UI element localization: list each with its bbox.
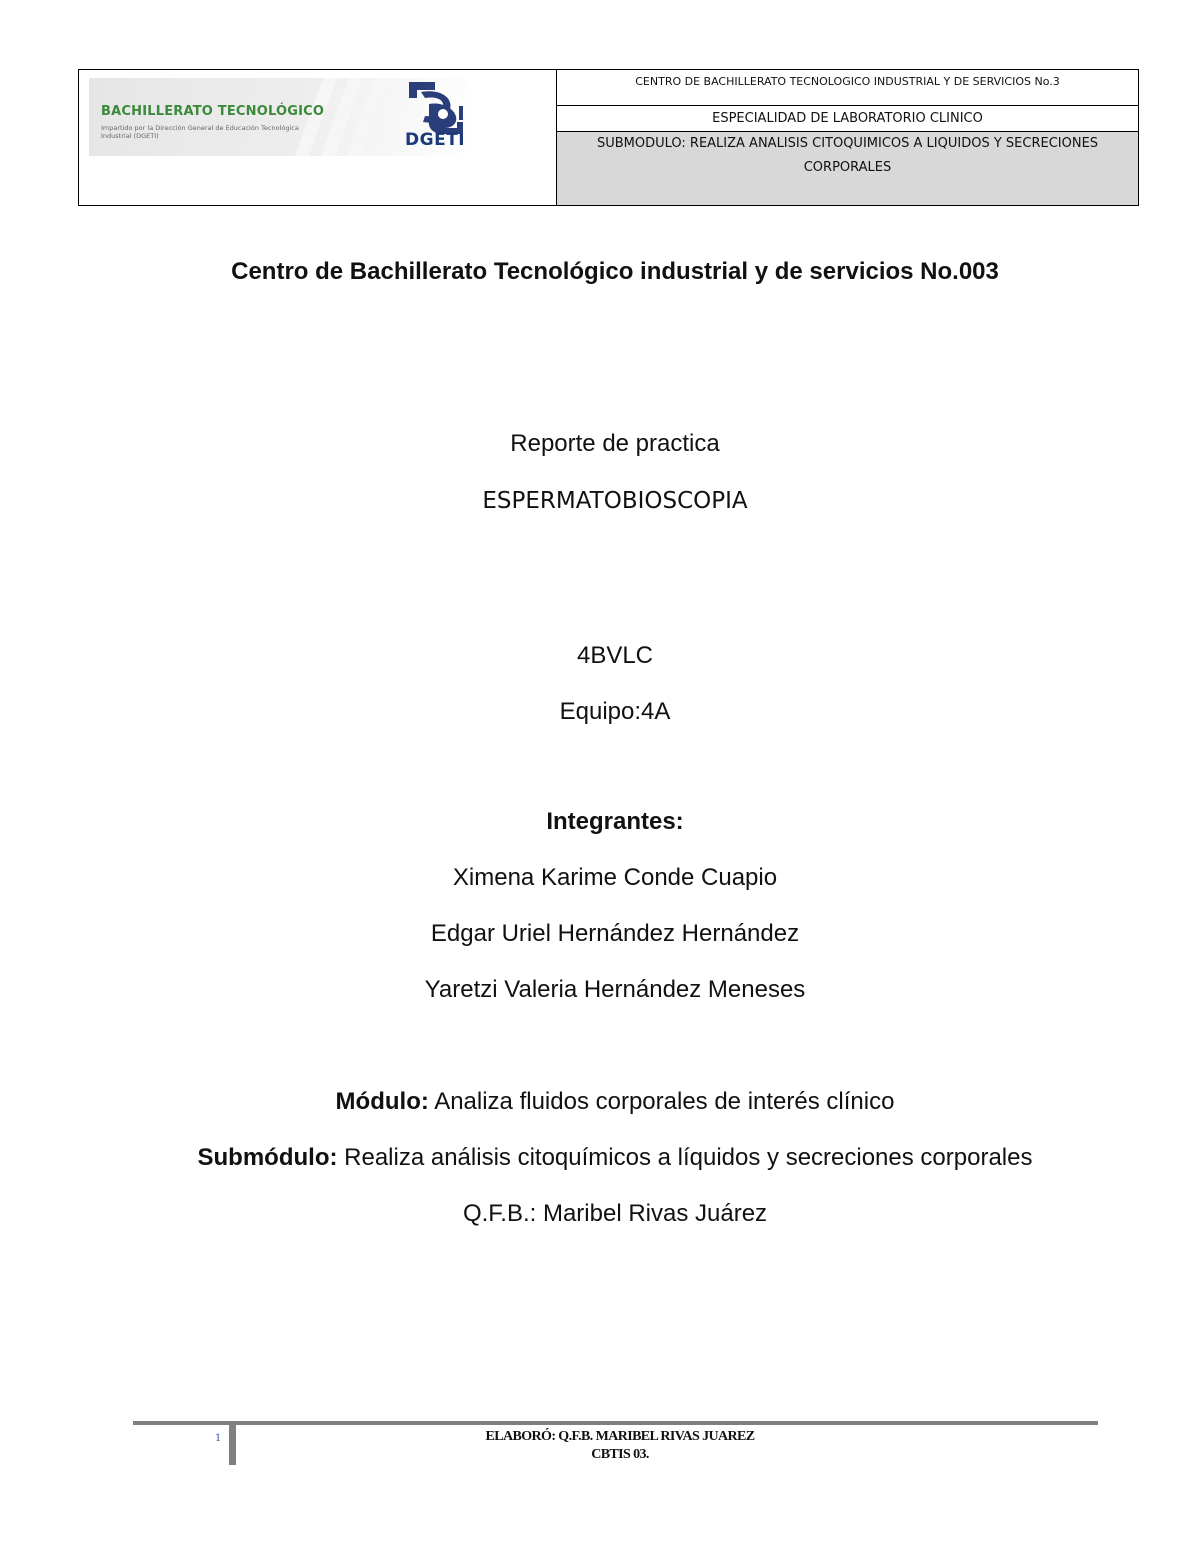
report-label: Reporte de practica [510,430,720,457]
submodule-line [15,1144,1200,1172]
submodule-value: Realiza análisis citoquímicos a líquidos y secreciones corporales [337,1144,1033,1171]
submodule-banner: SUBMODULO: REALIZA ANALISIS CITOQUIMICOS A LIQUIDOS Y SECRECIONES CORPORALES [557,132,1138,205]
school-title: Centro de Bachillerato Tecnológico industrial y de servicios No.003 [231,258,999,285]
submodule-label: Submódulo: [197,1144,338,1171]
author-line: ELABORÓ: Q.F.B. MARIBEL RIVAS JUAREZ [485,1429,755,1444]
brand-subtitle: Impartido por la Dirección General de Educación Tecnológica Industrial (DGETI) [101,124,299,140]
group-code: 4BVLC [576,642,654,669]
institution-name: CENTRO DE BACHILLERATO TECNOLOGICO INDUSTRIAL Y DE SERVICIOS No.3 [557,70,1138,106]
footer-divider [229,1425,236,1465]
member-name: Edgar Uriel Hernández Hernández [430,920,800,947]
members-heading: Integrantes: [546,808,684,835]
module-value: Analiza fluidos corporales de interés clínico [428,1088,895,1115]
member-name: Ximena Karime Conde Cuapio [452,864,778,891]
module-line [15,1088,1200,1116]
teacher-line: Q.F.B.: Maribel Rivas Juárez [462,1200,768,1227]
document-header [78,69,1139,206]
specialty-name: ESPECIALIDAD DE LABORATORIO CLINICO [557,106,1138,132]
practice-name: ESPERMATOBIOSCOPIA [482,488,748,514]
brand-title: BACHILLERATO TECNOLÓGICO [101,104,325,119]
footer-author [420,1428,820,1464]
footer-rule [133,1421,1098,1425]
member-name: Yaretzi Valeria Hernández Meneses [424,976,806,1003]
author-school: CBTIS 03. [591,1447,649,1462]
header-info-cell [557,70,1138,205]
page-number: 1 [215,1433,222,1444]
dgeti-logo-text: DGETI [405,130,466,150]
module-label: Módulo: [335,1088,429,1115]
team-label: Equipo:4A [559,698,671,725]
header-logo-cell [79,70,557,205]
